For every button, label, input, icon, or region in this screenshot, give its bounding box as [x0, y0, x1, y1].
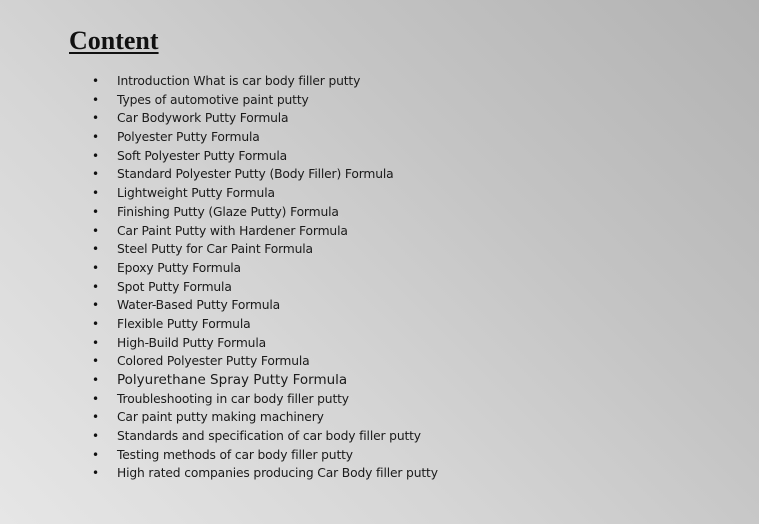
- list-item-text: Colored Polyester Putty Formula: [117, 354, 310, 369]
- list-item: [90, 184, 438, 203]
- list-item: [90, 203, 438, 222]
- bullet-icon: •: [92, 111, 100, 126]
- list-item-text: Troubleshooting in car body filler putty: [117, 391, 349, 406]
- list-item-text: Introduction What is car body filler putty: [117, 74, 361, 88]
- list-item-text: Polyester Putty Formula: [117, 130, 260, 145]
- list-item-text: High rated companies producing Car Body filler putty: [117, 466, 438, 481]
- list-item-text: Standards and specification of car body filler putty: [117, 429, 421, 444]
- list-item: [90, 259, 438, 278]
- list-item-text: Steel Putty for Car Paint Formula: [117, 242, 313, 257]
- bullet-icon: •: [92, 316, 100, 331]
- list-item: [90, 296, 438, 315]
- bullet-icon: •: [92, 373, 100, 387]
- bullet-icon: •: [92, 391, 100, 406]
- list-item-text: Standard Polyester Putty (Body Filler) Formula: [117, 167, 394, 182]
- list-item-text: Car Paint Putty with Hardener Formula: [117, 223, 348, 238]
- list-item-text: Lightweight Putty Formula: [117, 186, 275, 201]
- list-item: [90, 72, 438, 91]
- bullet-icon: •: [92, 242, 100, 257]
- list-item: [90, 334, 438, 353]
- list-item-text: Epoxy Putty Formula: [117, 260, 241, 275]
- bullet-icon: •: [92, 466, 100, 481]
- list-item: [90, 240, 438, 259]
- bullet-icon: •: [92, 410, 100, 425]
- list-item: [90, 109, 438, 128]
- list-item: [90, 222, 438, 241]
- bullet-icon: •: [92, 354, 100, 369]
- bullet-icon: •: [92, 148, 100, 163]
- bullet-icon: •: [92, 167, 100, 182]
- list-item: [90, 408, 438, 427]
- list-item-text: High-Build Putty Formula: [117, 335, 266, 350]
- bullet-icon: •: [92, 204, 100, 219]
- bullet-icon: •: [92, 92, 100, 107]
- bullet-icon: •: [92, 335, 100, 350]
- list-item: [90, 147, 438, 166]
- list-item-text: Car Bodywork Putty Formula: [117, 111, 289, 126]
- bullet-icon: •: [92, 223, 100, 238]
- list-item-text: Testing methods of car body filler putty: [117, 447, 353, 462]
- bullet-icon: •: [92, 74, 100, 88]
- bullet-icon: •: [92, 447, 100, 462]
- page-title: Content: [69, 26, 159, 55]
- bullet-icon: •: [92, 130, 100, 145]
- list-item: [90, 128, 438, 147]
- list-item: [90, 91, 438, 110]
- list-item: [90, 446, 438, 465]
- list-item-text: Car paint putty making machinery: [117, 410, 324, 425]
- list-item-text: Water-Based Putty Formula: [117, 298, 281, 313]
- table-of-contents-list: [90, 72, 438, 483]
- list-item-text: Soft Polyester Putty Formula: [117, 148, 288, 163]
- list-item: [90, 165, 438, 184]
- bullet-icon: •: [92, 298, 100, 313]
- bullet-icon: •: [92, 429, 100, 444]
- list-item: [90, 371, 438, 390]
- list-item-text: Polyurethane Spray Putty Formula: [117, 372, 348, 388]
- list-item: [90, 352, 438, 371]
- list-item: [90, 464, 438, 483]
- bullet-icon: •: [92, 186, 100, 201]
- list-item: [90, 390, 438, 409]
- list-item-text: Finishing Putty (Glaze Putty) Formula: [117, 204, 339, 219]
- list-item: [90, 278, 438, 297]
- bullet-icon: •: [92, 260, 100, 275]
- list-item-text: Flexible Putty Formula: [117, 316, 251, 331]
- list-item-text: Types of automotive paint putty: [117, 92, 309, 107]
- list-item: [90, 315, 438, 334]
- bullet-icon: •: [92, 279, 100, 294]
- list-item: [90, 427, 438, 446]
- list-item-text: Spot Putty Formula: [117, 279, 232, 294]
